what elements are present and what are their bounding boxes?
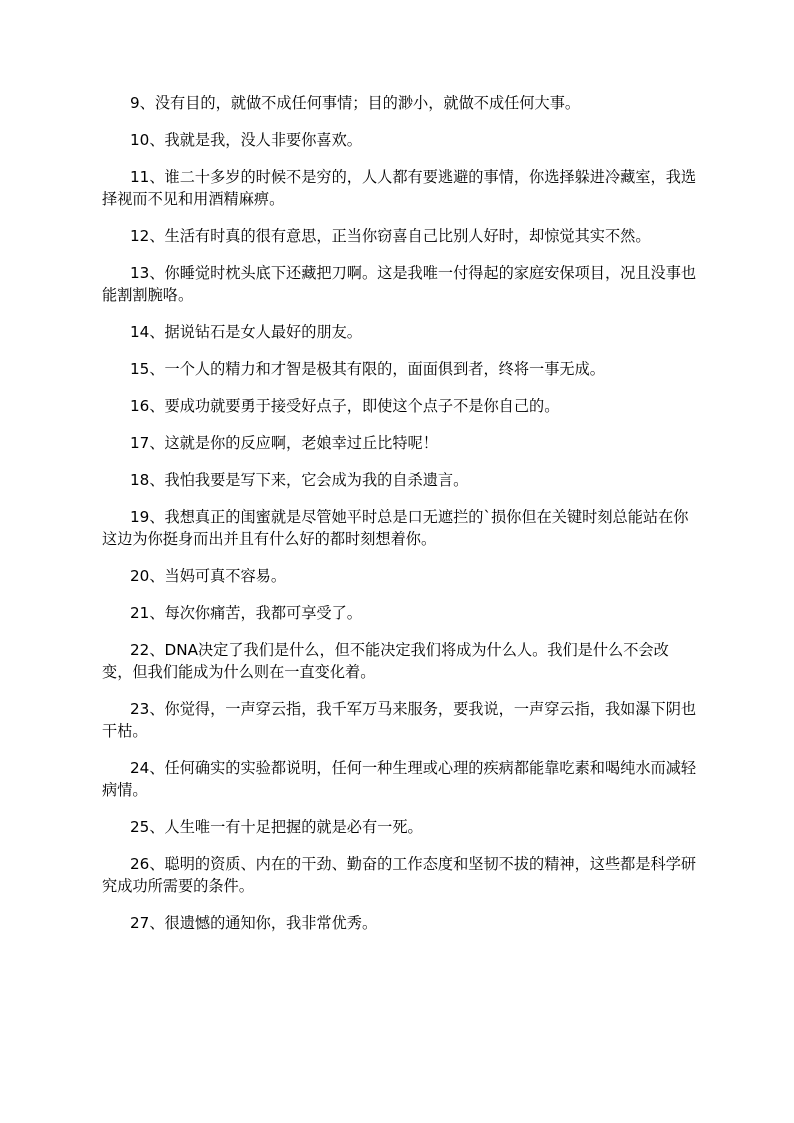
paragraph-17: 17、这就是你的反应啊，老娘幸过丘比特呢！: [130, 434, 438, 452]
paragraph-21: 21、每次你痛苦，我都可享受了。: [130, 604, 362, 622]
paragraph-25: 25、人生唯一有十足把握的就是必有一死。: [130, 818, 423, 836]
paragraph-10: 10、我就是我，没人非要你喜欢。: [130, 131, 362, 149]
paragraph-26: 26、聪明的资质、内在的干劲、勤奋的工作态度和坚韧不拔的精神，这些都是科学研究成功所需要的条件。: [102, 855, 697, 895]
paragraph-16: 16、要成功就要勇于接受好点子，即使这个点子不是你自己的。: [130, 397, 560, 415]
paragraph-23: 23、你觉得，一声穿云指，我千军万马来服务，要我说，一声穿云指，我如瀑下阴也干枯。: [102, 700, 697, 740]
paragraph-13: 13、你睡觉时枕头底下还藏把刀啊。这是我唯一付得起的家庭安保项目，况且没事也能割割腕咯。: [102, 264, 697, 304]
paragraph-24: 24、任何确实的实验都说明，任何一种生理或心理的疾病都能靠吃素和喝纯水而减轻病情。: [102, 759, 697, 799]
paragraph-18: 18、我怕我要是写下来，它会成为我的自杀遗言。: [130, 471, 469, 489]
paragraph-20: 20、当妈可真不容易。: [130, 567, 287, 585]
paragraph-14: 14、据说钻石是女人最好的朋友。: [130, 323, 362, 341]
paragraph-12: 12、生活有时真的很有意思，正当你窃喜自己比别人好时，却惊觉其实不然。: [130, 227, 651, 245]
paragraph-19: 19、我想真正的闺蜜就是尽管她平时总是口无遮拦的`损你但在关键时刻总能站在你这边为你挺身而出并且有什么好的都时刻想着你。: [102, 508, 689, 548]
paragraph-11: 11、谁二十多岁的时候不是穷的，人人都有要逃避的事情，你选择躲进冷藏室，我选择视而不见和用酒精麻痹。: [102, 168, 697, 208]
paragraph-22: 22、DNA决定了我们是什么，但不能决定我们将成为什么人。我们是什么不会改变，但我们能成为什么则在一直变化着。: [102, 641, 669, 681]
paragraph-27: 27、很遗憾的通知你，我非常优秀。: [130, 914, 378, 932]
document-body: [102, 92, 698, 949]
paragraph-15: 15、一个人的精力和才智是极其有限的，面面俱到者，终将一事无成。: [130, 360, 605, 378]
paragraph-9: 9、没有目的，就做不成任何事情；目的渺小，就做不成任何大事。: [130, 94, 581, 112]
